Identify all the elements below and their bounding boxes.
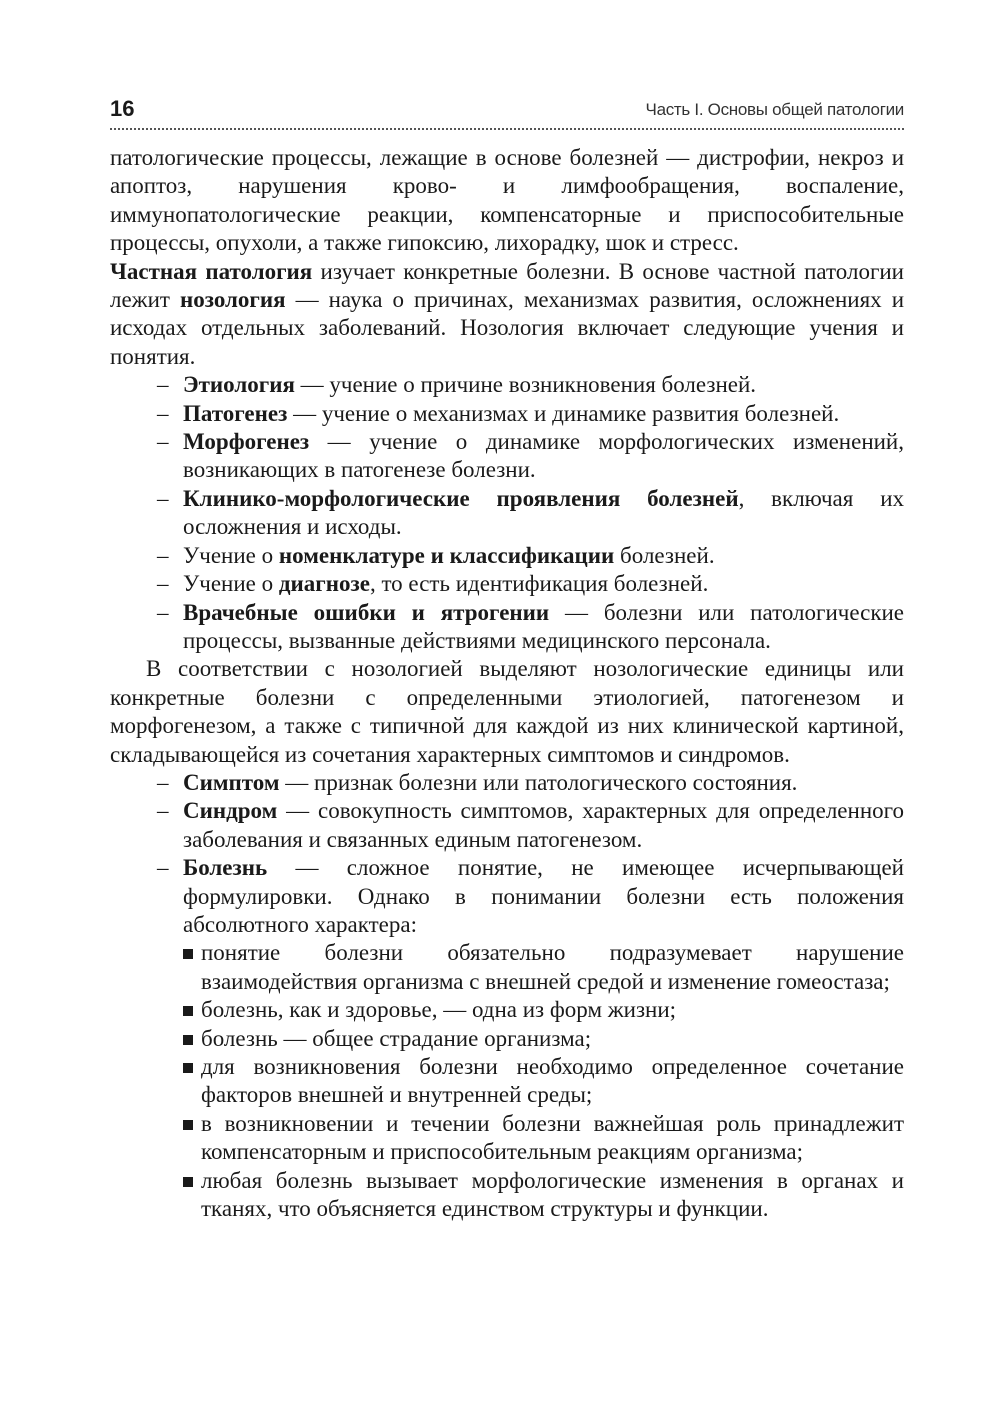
- paragraph-special-pathology: [110, 258, 904, 372]
- list-item: – Морфогенез — учение о динамике морфологических изменений, возникающих в патогенезе болезни.: [157, 429, 904, 483]
- page-body: [110, 144, 904, 1223]
- term: Морфогенез: [183, 429, 310, 455]
- list-item: понятие болезни обязательно подразумевает нарушение взаимодействия организма с внешней средой и изменение гомеостаза;: [201, 939, 904, 996]
- nosology-list: [110, 371, 904, 655]
- square-bullet-icon: [183, 1006, 193, 1016]
- page-number: 16: [110, 96, 135, 121]
- list-item: – Патогенез — учение о механизмах и динамике развития болезней.: [183, 400, 904, 428]
- list-item: – Этиология — учение о причине возникновения болезней.: [183, 371, 904, 399]
- term: Синдром: [183, 798, 278, 824]
- book-page: [110, 92, 904, 1223]
- list-item: – Болезнь — сложное понятие, не имеющее исчерпывающей формулировки. Однако в понимании болезни есть положения абсолютного характера: понятие болезни обязательно подразумевает нарушение взаимодействия организма с внешней средой и изменение гомеостаза; болезнь, как и здоровье, — одна из форм жизни; болезнь — общее страдание организма; для возникновения болезни необходимо определенное сочетание факторов внешней и внутренней среды; в возникновении и течении болезни важнейшая роль принадлежит компенсаторным и приспособительным реакциям организма; любая болезнь вызывает морфологические изменения в органах и тканях, что объясняется единством структуры и функции.: [183, 854, 904, 1223]
- square-bullet-icon: [183, 1035, 193, 1045]
- dash-marker: –: [157, 571, 169, 597]
- dash-marker: –: [157, 798, 169, 824]
- term: Врачебные ошибки и ятрогении: [183, 599, 550, 625]
- term: диагнозе: [278, 571, 370, 597]
- term-nosology: нозология: [179, 287, 286, 313]
- list-item: болезнь, как и здоровье, — одна из форм жизни;: [201, 996, 904, 1024]
- term-special-pathology: Частная патология: [110, 258, 313, 284]
- dash-marker: –: [157, 599, 169, 625]
- term: номенклатуре и классификации: [278, 542, 615, 568]
- running-title: Часть I. Основы общей патологии: [645, 100, 904, 119]
- dash-marker: –: [157, 855, 169, 881]
- definitions-list: [110, 769, 904, 1224]
- term: Патогенез: [183, 400, 288, 426]
- dash-marker: –: [157, 769, 169, 795]
- page-header: [110, 92, 904, 130]
- list-item: для возникновения болезни необходимо определенное сочетание факторов внешней и внутренней среды;: [201, 1053, 904, 1110]
- list-item: – Клинико-морфологические проявления болезней, включая их осложнения и исходы.: [157, 485, 904, 540]
- list-item: в возникновении и течении болезни важнейшая роль принадлежит компенсаторным и приспособительным реакциям организма;: [201, 1110, 904, 1167]
- list-item: болезнь — общее страдание организма;: [201, 1025, 904, 1053]
- list-item: – Синдром — совокупность симптомов, характерных для определенного заболевания и связанных единым патогенезом.: [157, 798, 904, 852]
- text-special-pathology-2: — наука о причинах, механизмах развития, осложнениях и исходах отдельных заболеваний. Нозология включает следующие учения и понятия.: [110, 287, 905, 369]
- dash-marker: –: [157, 542, 169, 568]
- term: Клинико-морфологические проявления болезней: [183, 485, 739, 511]
- list-item: любая болезнь вызывает морфологические изменения в органах и тканях, что объясняется единством структуры и функции.: [201, 1167, 904, 1224]
- dash-marker: –: [157, 372, 169, 398]
- paragraph-nosological-units: В соответствии с нозологией выделяют нозологические единицы или конкретные болезни с определенными этиологией, патогенезом и морфогенезом, а также с типичной для каждой из них клинической картиной, складывающейся из сочетания характерных симптомов и синдромов.: [110, 656, 904, 767]
- list-item: – Учение о диагнозе, то есть идентификация болезней.: [183, 570, 904, 598]
- disease-points-list: [183, 939, 904, 1223]
- square-bullet-icon: [183, 1063, 193, 1073]
- text-special-pathology-1: изучает конкретные болезни. В основе частной патологии лежит: [110, 258, 904, 313]
- list-item: – Симптом — признак болезни или патологического состояния.: [183, 769, 904, 797]
- square-bullet-icon: [183, 1177, 193, 1187]
- dash-marker: –: [157, 400, 169, 426]
- paragraph-general-processes: патологические процессы, лежащие в основе болезней — дистрофии, некроз и апоптоз, нарушения крово- и лимфообращения, воспаление, иммунопатологические реакции, компенсаторные и приспособительные процессы, опухоли, а также гипоксию, лихорадку, шок и стресс.: [110, 145, 904, 256]
- square-bullet-icon: [183, 1120, 193, 1130]
- square-bullet-icon: [183, 949, 193, 959]
- dash-marker: –: [157, 485, 169, 511]
- list-item: – Врачебные ошибки и ятрогении — болезни или патологические процессы, вызванные действиями медицинского персонала.: [157, 599, 905, 653]
- term: Этиология: [183, 372, 295, 398]
- term: Симптом: [183, 769, 280, 795]
- term: Болезнь: [183, 855, 268, 881]
- dash-marker: –: [157, 429, 169, 455]
- list-item: – Учение о номенклатуре и классификации болезней.: [183, 542, 904, 570]
